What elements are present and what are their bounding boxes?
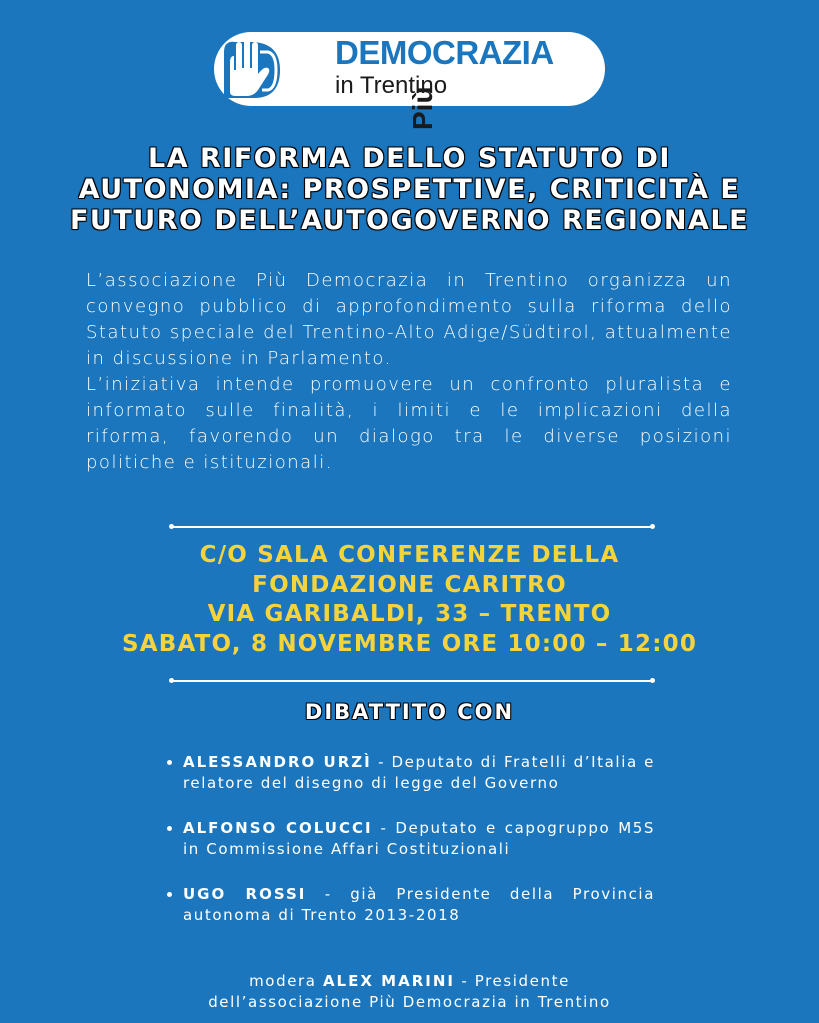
intro-text	[86, 268, 732, 476]
speaker-name: ALFONSO COLUCCI	[183, 819, 373, 837]
moderator-info	[40, 971, 779, 1013]
list-item	[165, 818, 655, 860]
moderator-prefix: modera	[249, 972, 323, 990]
moderator-name: ALEX MARINI	[322, 972, 455, 990]
speaker-description: - Deputato e capogruppo M5S in Commissione Affari Costituzionali	[183, 819, 656, 858]
debate-heading: DIBATTITO CON	[304, 700, 515, 724]
speaker-name: ALESSANDRO URZÌ	[183, 753, 372, 771]
speaker-description: - Deputato di Fratelli d’Italia e relatore del disegno di legge del Governo	[183, 753, 655, 792]
venue-address: VIA GARIBALDI, 33 – TRENTO	[207, 601, 612, 627]
event-datetime: SABATO, 8 NOVEMBRE ORE 10:00 – 12:00	[121, 630, 698, 657]
logo-brand-text: DEMOCRAZIA	[335, 34, 554, 71]
title-line-3: FUTURO DELL’AUTOGOVERNO REGIONALE	[69, 205, 750, 236]
venue-line-2: FONDAZIONE CARITRO	[252, 571, 567, 598]
page-title	[40, 143, 779, 236]
title-line-1: LA RIFORMA DELLO STATUTO DI	[148, 143, 671, 174]
intro-paragraph-1: L’associazione Più Democrazia in Trentino organizza un convegno pubblico di approfondimento sulla riforma dello Statuto speciale del Trentino-Alto Adige/Südtirol, attualmente in discussione in Parlamento.	[86, 270, 732, 369]
title-line-2: AUTONOMIA: PROSPETTIVE, CRITICITÀ E	[78, 174, 741, 205]
speaker-list	[165, 752, 655, 926]
venue-info	[40, 541, 779, 659]
list-item	[165, 752, 655, 794]
intro-paragraph-2: L’iniziativa intende promuovere un confronto pluralista e informato sulle finalità, i limiti e le implicazioni della riforma, favorendo un dialogo tra le diverse posizioni politiche e istituzionali.	[86, 374, 732, 473]
moderator-organization: dell’associazione Più Democrazia in Trentino	[208, 993, 611, 1011]
logo-piu-democrazia	[214, 32, 605, 130]
divider-bottom	[171, 680, 653, 682]
speaker-description: - già Presidente della Provincia autonoma di Trento 2013-2018	[183, 885, 655, 924]
venue-line-1: C/O SALA CONFERENZE DELLA	[199, 542, 620, 568]
speaker-name: UGO ROSSI	[183, 885, 307, 903]
moderator-role: - Presidente	[454, 972, 570, 990]
divider-top	[171, 526, 653, 528]
logo-subtitle-text: in Trentino	[335, 72, 448, 99]
list-item	[165, 884, 655, 926]
logo-piu-text: Più	[407, 86, 438, 130]
